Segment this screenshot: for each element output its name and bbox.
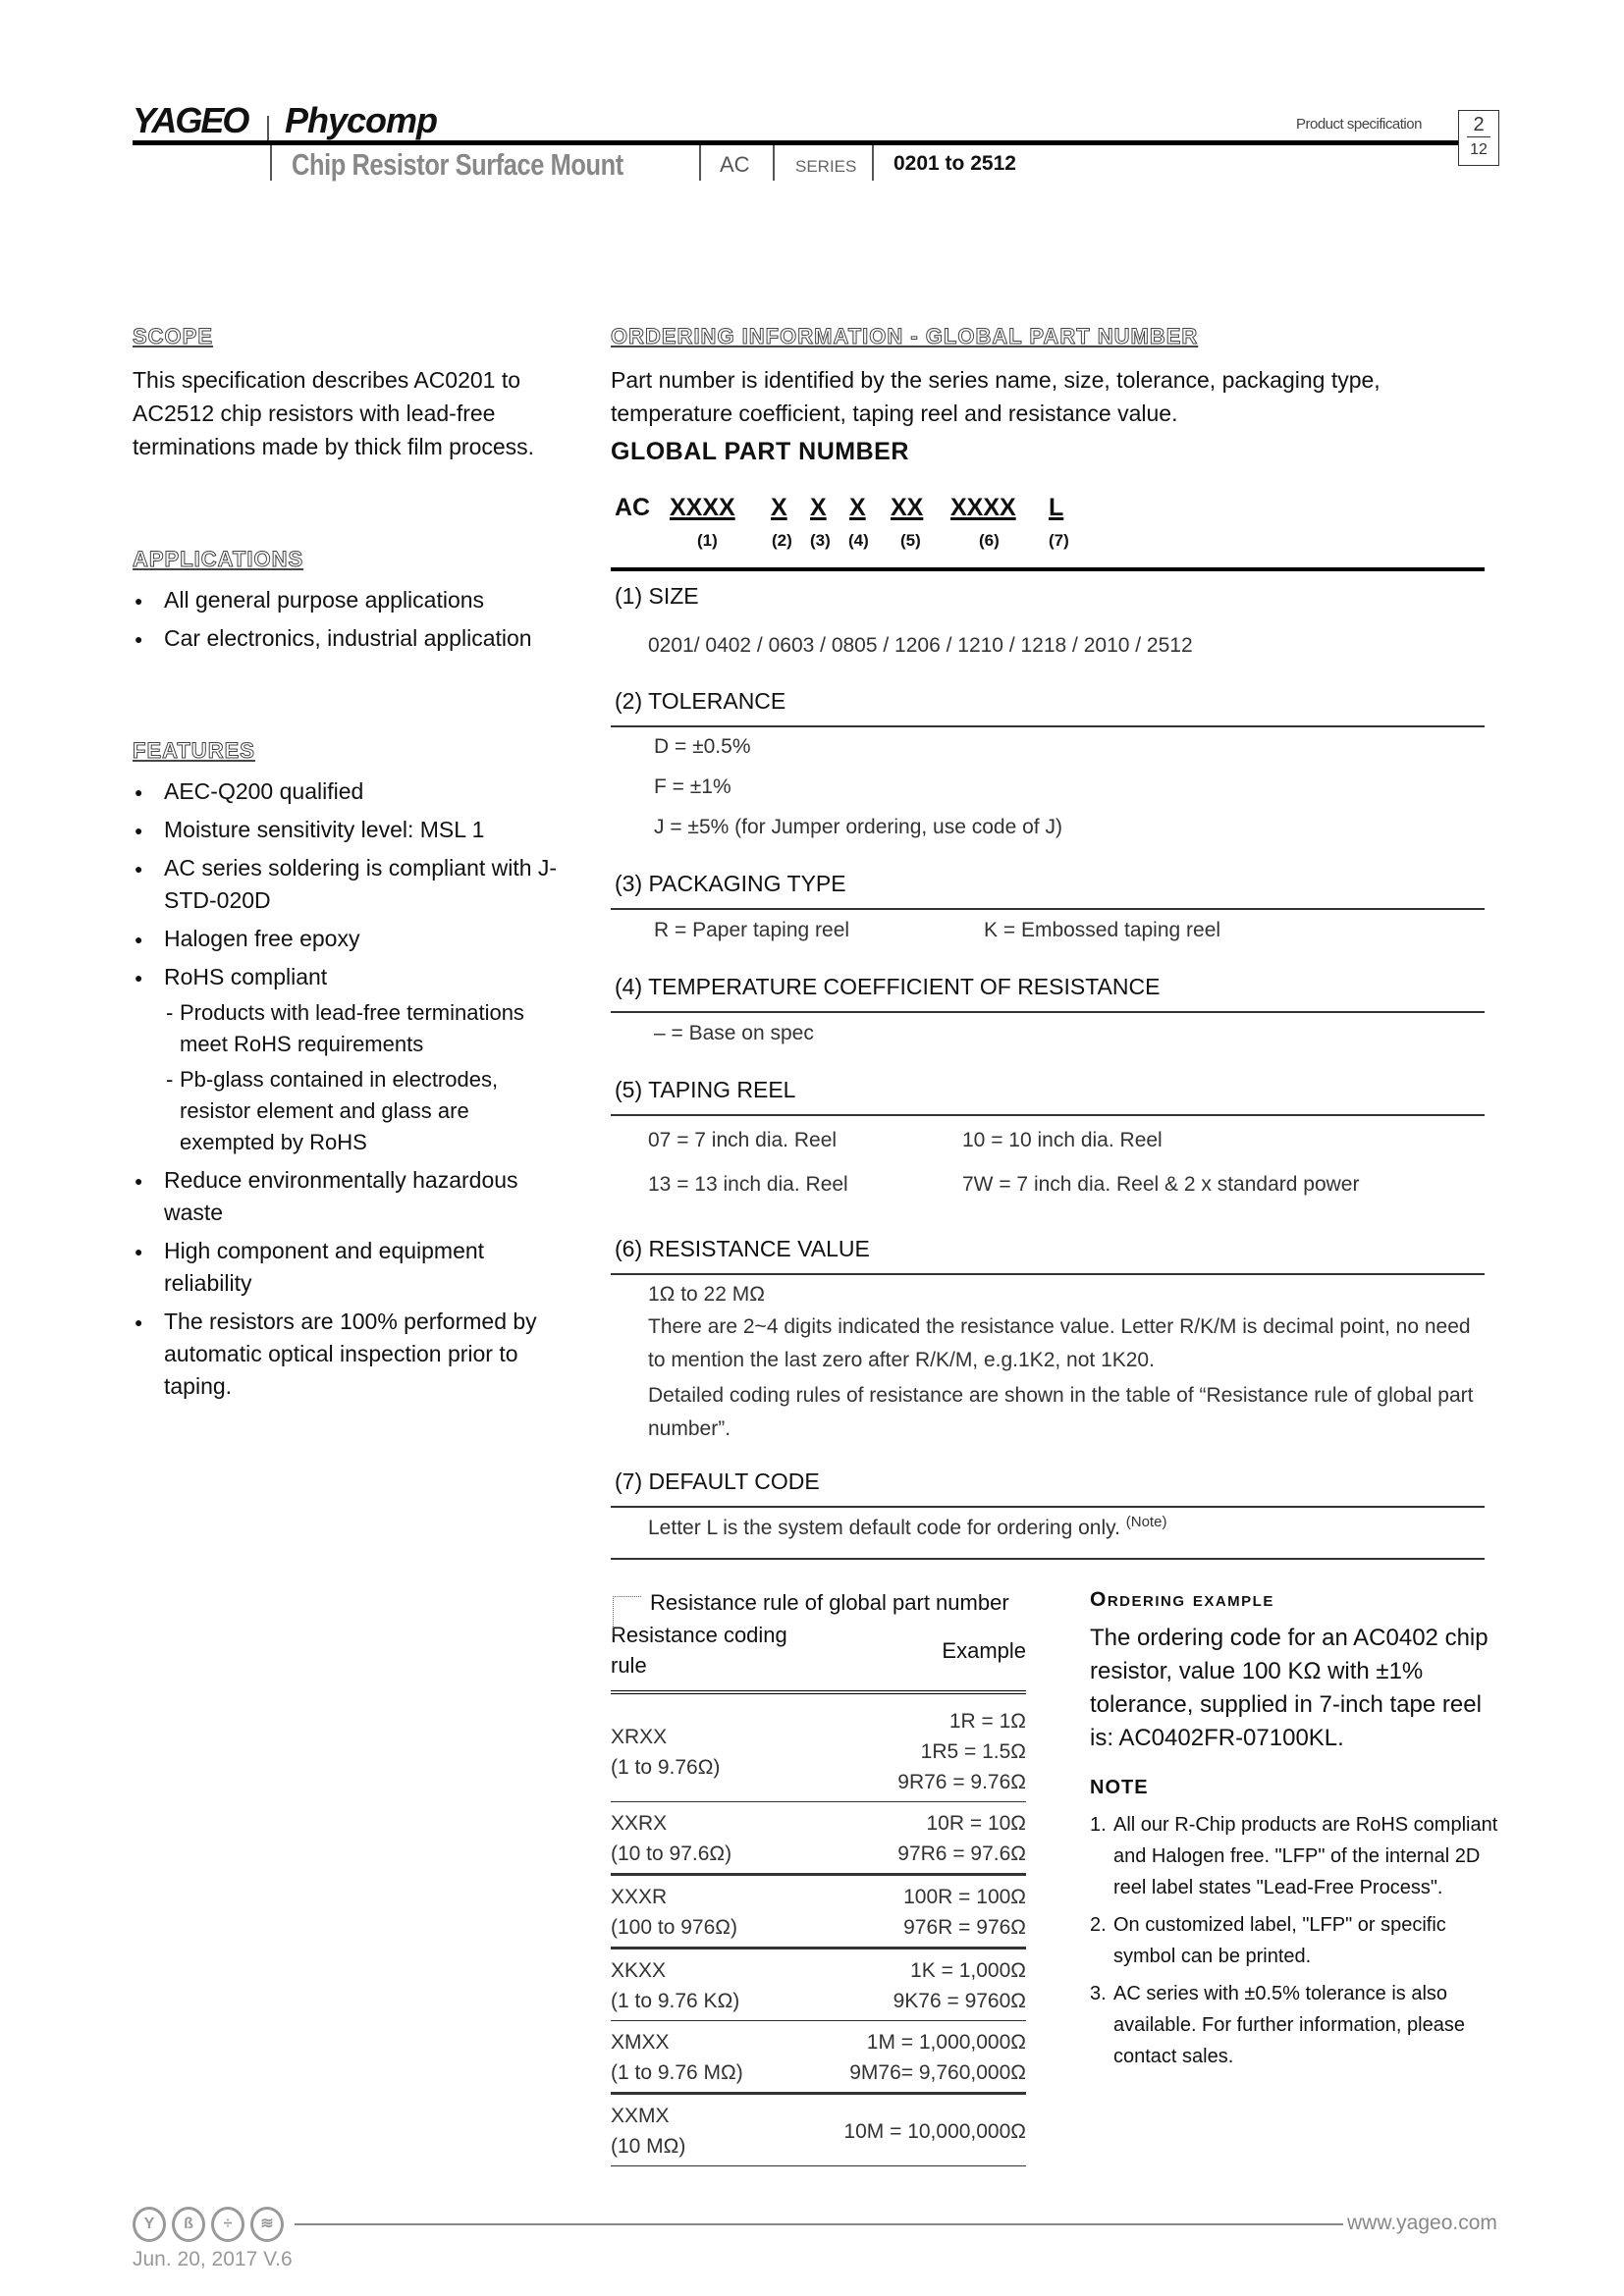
list-item: ● Moisture sensitivity level: MSL 1 <box>133 814 565 846</box>
table-row <box>611 1876 1026 1949</box>
rule-example: 976R = 976Ω <box>903 1916 1026 1939</box>
list-item: ● The resistors are 100% performed by automatic optical inspection prior to taping. <box>133 1306 565 1403</box>
rule-code: XXMX <box>611 2105 670 2127</box>
reel-item: 13 = 13 inch dia. Reel <box>648 1173 848 1196</box>
code-part: XXXX <box>670 494 735 521</box>
rule-example: 100R = 100Ω <box>903 1886 1026 1908</box>
resistance-heading: (6) RESISTANCE VALUE <box>615 1236 870 1261</box>
divider <box>872 145 874 181</box>
divider <box>270 145 272 181</box>
capacitor-icon: ß <box>172 2207 205 2242</box>
page-total: 12 <box>1470 141 1488 158</box>
rule-code: XXRX <box>611 1812 668 1835</box>
packaging-item: R = Paper taping reel <box>654 919 850 941</box>
note-item <box>1090 1978 1502 2072</box>
section-rule <box>611 1273 1485 1275</box>
size-values: 0201/ 0402 / 0603 / 0805 / 1206 / 1210 / 1218 / 2010 / 2512 <box>648 634 1193 657</box>
code-part: X <box>810 494 827 521</box>
code-index: (6) <box>979 531 1000 550</box>
code-prefix: AC <box>615 494 651 521</box>
scope-heading: SCOPE <box>133 324 214 348</box>
section-rule <box>611 1011 1485 1013</box>
logo-separator <box>267 116 269 141</box>
divider <box>699 145 701 181</box>
rule-range: (1 to 9.76Ω) <box>611 1756 721 1779</box>
rule-range: (1 to 9.76 KΩ) <box>611 1990 740 2012</box>
footer-rule <box>295 2223 1343 2225</box>
note-text: AC series with ±0.5% tolerance is also available. For further information, please contact sales. <box>1113 1983 1465 2067</box>
table-header <box>611 1620 1026 1694</box>
antenna-icon: Y <box>133 2207 166 2242</box>
list-item: ● All general purpose applications <box>133 584 565 616</box>
divider <box>773 145 775 181</box>
list-item: ● High component and equipment reliability <box>133 1235 565 1300</box>
section-rule <box>611 725 1485 727</box>
resistance-rule-table <box>611 1588 1026 2166</box>
packaging-item: K = Embossed taping reel <box>984 919 1221 941</box>
column-header: Example <box>942 1637 1026 1663</box>
code-index: (2) <box>772 531 792 550</box>
ordering-heading: ORDERING INFORMATION - GLOBAL PART NUMBER <box>611 324 1199 348</box>
gpn-title: GLOBAL PART NUMBER <box>611 438 909 465</box>
product-title: Chip Resistor Surface Mount <box>292 147 623 182</box>
list-item: ● Reduce environmentally hazardous waste <box>133 1164 565 1229</box>
code-part: X <box>849 494 866 521</box>
reel-heading: (5) TAPING REEL <box>615 1077 796 1102</box>
list-item: ● Halogen free epoxy <box>133 923 565 955</box>
rule-range: (10 MΩ) <box>611 2135 686 2158</box>
yageo-logo: YAGEO <box>133 100 248 140</box>
section-rule <box>611 1506 1485 1508</box>
ordering-example-heading: Ordering example <box>1090 1588 1274 1611</box>
sub-list-item: - Products with lead-free terminations meet RoHS requirements <box>164 997 565 1060</box>
table-row <box>611 2095 1026 2166</box>
ordering-example-text: The ordering code for an AC0402 chip resistor, value 100 KΩ with ±1% tolerance, supplied in 7-inch tape reel is: AC0402FR-07100KL. <box>1090 1625 1489 1751</box>
section-rule <box>611 1558 1485 1560</box>
table-row <box>611 2021 1026 2095</box>
page-number: 2 <box>1467 111 1490 137</box>
scope-section <box>133 324 565 463</box>
table-title: Resistance rule of global part number <box>611 1588 1026 1618</box>
phycomp-logo: Phycomp <box>285 100 438 140</box>
rule-example: 9M76= 9,760,000Ω <box>849 2061 1026 2084</box>
resistor-icon: ≋ <box>250 2207 284 2242</box>
default-text-body: Letter L is the system default code for ordering only. <box>648 1517 1120 1539</box>
default-text <box>648 1514 1166 1540</box>
code-index: (3) <box>810 531 831 550</box>
rule-range: (100 to 976Ω) <box>611 1916 737 1939</box>
tolerance-item: F = ±1% <box>654 775 731 798</box>
note-item <box>1090 1909 1502 1972</box>
website-link[interactable]: www.yageo.com <box>1347 2212 1497 2234</box>
note-number: 1. <box>1090 1814 1107 1836</box>
section-rule <box>611 908 1485 910</box>
ground-icon: ÷ <box>211 2207 244 2242</box>
rule-example: 1R5 = 1.5Ω <box>920 1740 1026 1763</box>
ordering-heading-block <box>611 324 1485 466</box>
resistance-text: There are 2~4 digits indicated the resistance value. Letter R/K/M is decimal point, no need to mention the last zero after R/K/M, e.g.1K2, not 1K20. <box>648 1315 1471 1371</box>
note-number: 2. <box>1090 1914 1107 1936</box>
rule-code: XKXX <box>611 1959 667 1982</box>
code-part: XXXX <box>950 494 1016 521</box>
table-row <box>611 1949 1026 2021</box>
rule-code: XRXX <box>611 1726 668 1748</box>
applications-section <box>133 547 565 661</box>
rule-range: (1 to 9.76 MΩ) <box>611 2061 743 2084</box>
resistance-body <box>648 1279 1483 1446</box>
rohs-label: RoHS compliant <box>164 964 328 989</box>
resistance-range: 1Ω to 22 MΩ <box>648 1283 765 1306</box>
rule-code: XMXX <box>611 2031 670 2054</box>
code-index: (1) <box>697 531 718 550</box>
rule-example: 9R76 = 9.76Ω <box>897 1771 1026 1793</box>
tolerance-item: D = ±0.5% <box>654 735 751 758</box>
section-rule <box>611 1114 1485 1116</box>
resistance-text: Detailed coding rules of resistance are shown in the table of “Resistance rule of global part number”. <box>648 1384 1474 1440</box>
revision-date: Jun. 20, 2017 V.6 <box>133 2248 293 2270</box>
reel-item: 07 = 7 inch dia. Reel <box>648 1129 838 1151</box>
column-header: Resistance coding rule <box>611 1623 787 1678</box>
series-label: SERIES <box>795 157 857 176</box>
document-type: Product specification <box>1296 116 1422 133</box>
reel-item: 10 = 10 inch dia. Reel <box>962 1129 1163 1151</box>
tolerance-item: J = ±5% (for Jumper ordering, use code of J) <box>654 816 1062 838</box>
code-part: XX <box>891 494 924 521</box>
ordering-intro: Part number is identified by the series name, size, tolerance, packaging type, temperature coefficient, taping reel and resistance value. <box>611 367 1380 426</box>
ordering-example <box>1090 1588 1502 2078</box>
code-index: (7) <box>1049 531 1069 550</box>
list-item: ● AC series soldering is compliant with J-STD-020D <box>133 852 565 917</box>
list-item <box>133 961 565 1158</box>
list-item: ● AEC-Q200 qualified <box>133 775 565 808</box>
features-heading: FEATURES <box>133 738 255 763</box>
size-range: 0201 to 2512 <box>893 152 1016 175</box>
sub-list-item: - Pb-glass contained in electrodes, resistor element and glass are exempted by RoHS <box>164 1064 565 1158</box>
page-indicator <box>1458 110 1499 166</box>
series-code: AC <box>720 152 750 177</box>
reel-item: 7W = 7 inch dia. Reel & 2 x standard power <box>962 1173 1360 1196</box>
rule-example: 1M = 1,000,000Ω <box>866 2031 1026 2054</box>
note-number: 3. <box>1090 1983 1107 2004</box>
header-rule <box>133 140 1458 145</box>
code-part: X <box>771 494 787 521</box>
rule-example: 10M = 10,000,000Ω <box>843 2119 1026 2143</box>
applications-heading: APPLICATIONS <box>133 547 304 571</box>
code-rule <box>611 567 1485 571</box>
note-text: All our R-Chip products are RoHS compliant and Halogen free. "LFP" of the internal 2D reel label states "Lead-Free Process". <box>1113 1814 1498 1898</box>
rule-range: (10 to 97.6Ω) <box>611 1842 732 1865</box>
rule-example: 1K = 1,000Ω <box>910 1959 1026 1982</box>
tolerance-heading: (2) TOLERANCE <box>615 688 786 714</box>
code-index: (5) <box>900 531 921 550</box>
table-row <box>611 1694 1026 1802</box>
rule-code: XXXR <box>611 1886 668 1908</box>
default-heading: (7) DEFAULT CODE <box>615 1468 820 1494</box>
code-part: L <box>1049 494 1064 521</box>
rule-example: 1R = 1Ω <box>948 1710 1026 1733</box>
part-number-code <box>611 494 1485 562</box>
table-row <box>611 1802 1026 1876</box>
list-item: ● Car electronics, industrial application <box>133 622 565 655</box>
features-section <box>133 738 565 1409</box>
note-item <box>1090 1809 1502 1903</box>
note-ref: (Note) <box>1125 1514 1167 1530</box>
tcr-item: – = Base on spec <box>654 1022 814 1044</box>
note-text: On customized label, "LFP" or specific symbol can be printed. <box>1113 1914 1446 1967</box>
rule-example: 9K76 = 9760Ω <box>893 1990 1026 2012</box>
tcr-heading: (4) TEMPERATURE COEFFICIENT OF RESISTANCE <box>615 974 1161 999</box>
scope-text: This specification describes AC0201 to AC2512 chip resistors with lead-free terminations made by thick film process. <box>133 367 535 459</box>
note-heading: NOTE <box>1090 1777 1149 1798</box>
packaging-heading: (3) PACKAGING TYPE <box>615 871 846 896</box>
code-index: (4) <box>848 531 869 550</box>
rule-example: 10R = 10Ω <box>926 1812 1026 1835</box>
rule-example: 97R6 = 97.6Ω <box>897 1842 1026 1865</box>
size-heading: (1) SIZE <box>615 583 699 609</box>
